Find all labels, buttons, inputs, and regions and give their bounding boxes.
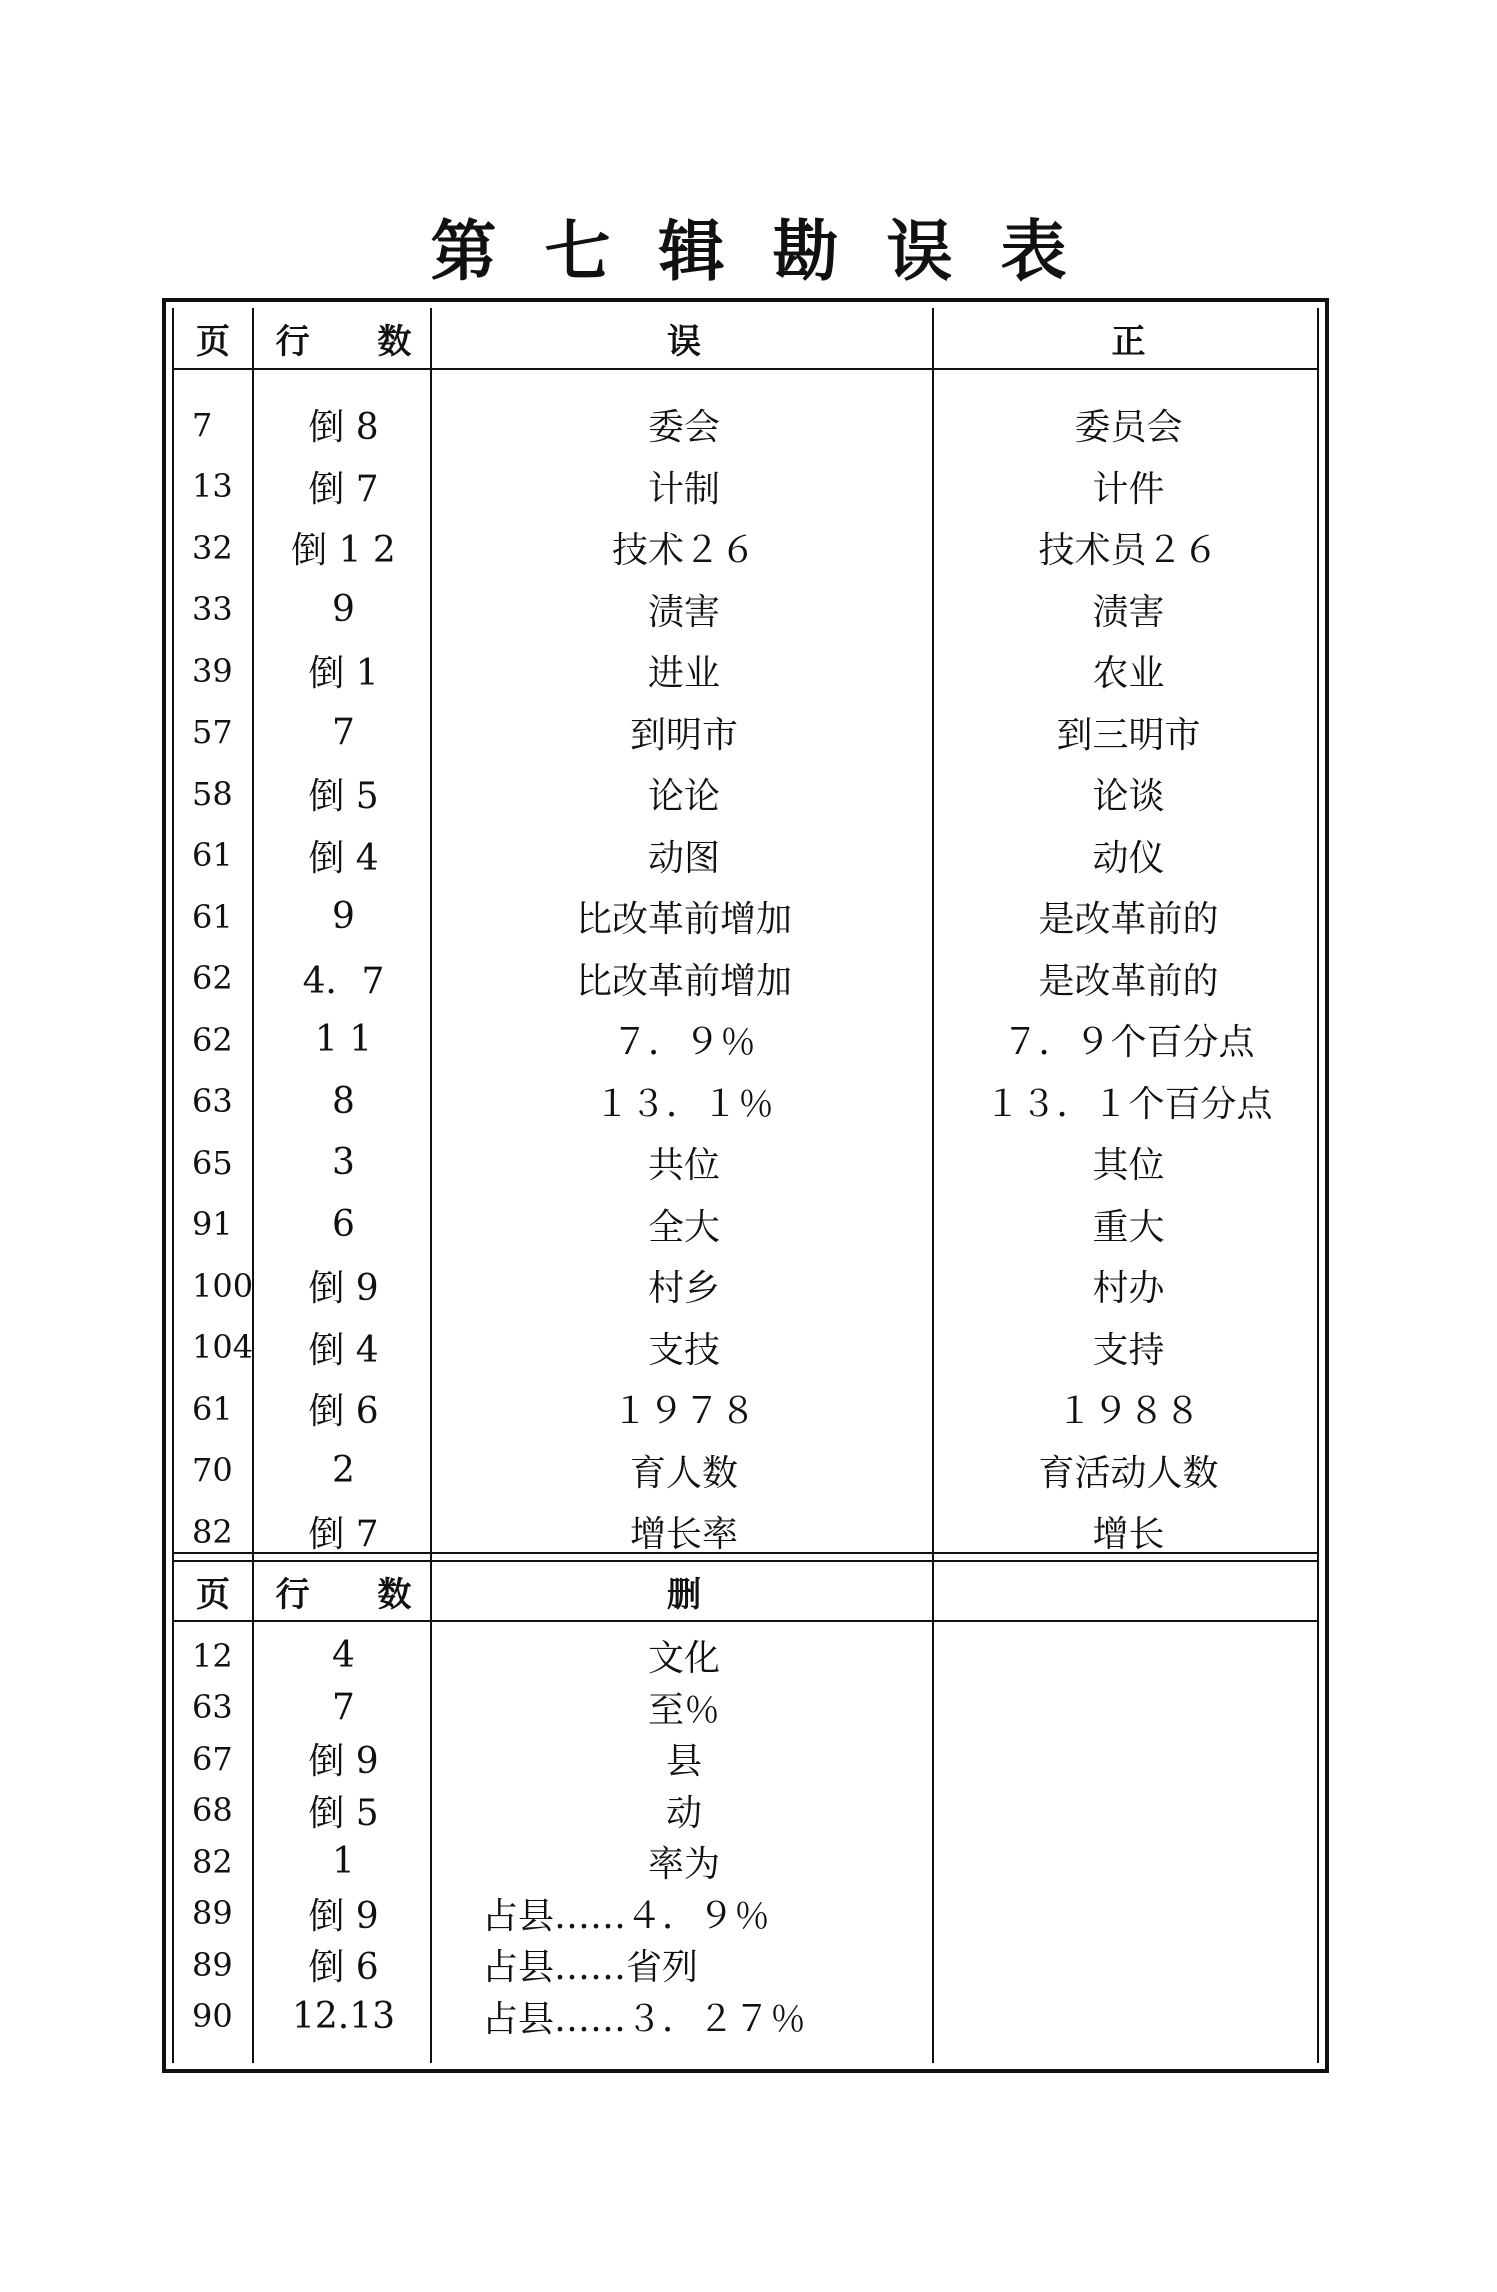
errata-row xyxy=(166,948,1325,1010)
row-line: 倒 6 xyxy=(308,1947,379,1989)
row-line: 7 xyxy=(332,711,355,753)
row-page: 33 xyxy=(192,590,233,629)
row-page: 61 xyxy=(192,897,233,936)
row-page: 82 xyxy=(192,1842,233,1881)
row-line: 倒 7 xyxy=(308,1514,379,1556)
row-wrong: 村乡 xyxy=(647,1268,720,1310)
row-line: 倒 8 xyxy=(308,407,379,449)
row-page: 13 xyxy=(192,467,233,506)
row-correct: 动仪 xyxy=(1092,837,1165,879)
page-title: 第七辑勘误表 xyxy=(430,212,1115,290)
header-rule-top xyxy=(172,368,1319,370)
row-correct: 重大 xyxy=(1092,1206,1165,1248)
row-correct: 是改革前的 xyxy=(1038,899,1219,941)
row-line: 倒 9 xyxy=(308,1741,379,1783)
deletion-row xyxy=(166,1888,1325,1940)
header-page: 页 xyxy=(196,321,230,362)
row-deleted-text: 县 xyxy=(665,1741,702,1783)
row-wrong: 进业 xyxy=(647,653,720,695)
row-wrong: 全大 xyxy=(647,1206,720,1248)
deletions-header xyxy=(166,1562,1325,1620)
row-page: 61 xyxy=(192,836,233,875)
row-line: 7 xyxy=(332,1686,355,1728)
errata-row xyxy=(166,1009,1325,1071)
row-page: 62 xyxy=(192,1020,233,1059)
deletion-row xyxy=(166,1939,1325,1991)
row-wrong: 动图 xyxy=(647,837,720,879)
row-page: 70 xyxy=(192,1451,233,1490)
row-line: 9 xyxy=(332,588,355,630)
errata-row xyxy=(166,825,1325,887)
row-page: 82 xyxy=(192,1512,233,1551)
row-line: 2 xyxy=(332,1449,355,1491)
errata-row xyxy=(166,517,1325,579)
deletion-row xyxy=(166,1785,1325,1837)
header-page: 页 xyxy=(196,1574,230,1615)
row-correct: 是改革前的 xyxy=(1038,960,1219,1002)
row-correct: 到三明市 xyxy=(1056,714,1201,756)
row-wrong: 增长率 xyxy=(629,1514,738,1556)
row-page: 39 xyxy=(192,651,233,690)
row-page: 67 xyxy=(192,1739,233,1778)
header-line: 行 数 xyxy=(275,1574,440,1615)
row-page: 90 xyxy=(192,1997,233,2036)
row-page: 63 xyxy=(192,1082,233,1121)
errata-row xyxy=(166,702,1325,764)
row-wrong: 论论 xyxy=(647,776,720,818)
row-line: 倒 1 xyxy=(308,653,379,695)
row-deleted-text: 占县……３．２７％ xyxy=(482,1998,807,2040)
row-page: 89 xyxy=(192,1894,233,1933)
row-correct: 增长 xyxy=(1092,1514,1165,1556)
row-deleted-text: 占县……省列 xyxy=(482,1947,699,1989)
row-line: 4 xyxy=(332,1635,355,1677)
row-correct: 论谈 xyxy=(1092,776,1165,818)
errata-row xyxy=(166,1501,1325,1563)
deletion-row xyxy=(166,1733,1325,1785)
row-line: 1 xyxy=(332,1841,355,1883)
row-correct: 育活动人数 xyxy=(1038,1452,1219,1494)
header-line: 行 数 xyxy=(275,321,440,362)
header-wrong: 误 xyxy=(667,321,701,362)
row-correct: 技术员２６ xyxy=(1038,530,1219,572)
row-correct: ７．９个百分点 xyxy=(1002,1022,1255,1064)
row-wrong: 支技 xyxy=(647,1329,720,1371)
row-page: 89 xyxy=(192,1945,233,1984)
row-deleted-text: 率为 xyxy=(647,1844,720,1886)
row-page: 32 xyxy=(192,528,233,567)
row-deleted-text: 文化 xyxy=(647,1638,720,1680)
row-correct: 支持 xyxy=(1092,1329,1165,1371)
row-line: 倒 7 xyxy=(308,468,379,510)
row-line: 倒 1 2 xyxy=(291,530,396,572)
header-extra xyxy=(936,1562,1321,1620)
row-page: 100 xyxy=(192,1266,254,1305)
row-wrong: １９７８ xyxy=(611,1391,756,1433)
row-line: 倒 5 xyxy=(308,1792,379,1834)
errata-row xyxy=(166,1132,1325,1194)
row-line: 8 xyxy=(332,1080,355,1122)
row-line: 9 xyxy=(332,896,355,938)
row-page: 62 xyxy=(192,959,233,998)
row-correct: 委员会 xyxy=(1074,407,1183,449)
row-deleted-text: 动 xyxy=(665,1792,702,1834)
errata-table xyxy=(162,298,1329,2073)
deletion-row xyxy=(166,1991,1325,2043)
deletion-row xyxy=(166,1836,1325,1888)
row-line: 倒 6 xyxy=(308,1391,379,1433)
row-line: 倒 4 xyxy=(308,837,379,879)
row-line: 倒 9 xyxy=(308,1895,379,1937)
errata-row xyxy=(166,1255,1325,1317)
row-correct: １９８８ xyxy=(1056,1391,1201,1433)
errata-row xyxy=(166,640,1325,702)
deletion-row xyxy=(166,1682,1325,1734)
errata-row xyxy=(166,763,1325,825)
row-wrong: １３．１％ xyxy=(593,1083,774,1125)
row-line: 1 1 xyxy=(314,1019,373,1061)
errata-header xyxy=(166,308,1325,368)
deletion-row xyxy=(166,1630,1325,1682)
row-line: 4．7 xyxy=(302,960,385,1002)
errata-row xyxy=(166,456,1325,518)
errata-row xyxy=(166,579,1325,641)
row-line: 12.13 xyxy=(291,1995,396,2037)
row-wrong: 比改革前增加 xyxy=(575,960,792,1002)
row-line: 倒 4 xyxy=(308,1329,379,1371)
errata-row xyxy=(166,1194,1325,1256)
row-page: 12 xyxy=(192,1636,233,1675)
row-correct: 计件 xyxy=(1092,468,1165,510)
row-wrong: 比改革前增加 xyxy=(575,899,792,941)
row-line: 6 xyxy=(332,1203,355,1245)
row-wrong: 到明市 xyxy=(629,714,738,756)
row-correct: １３．１个百分点 xyxy=(984,1083,1273,1125)
row-page: 104 xyxy=(192,1328,254,1367)
row-wrong: 共位 xyxy=(647,1145,720,1187)
row-page: 68 xyxy=(192,1791,233,1830)
row-page: 61 xyxy=(192,1389,233,1428)
errata-row xyxy=(166,1378,1325,1440)
header-delete: 删 xyxy=(667,1574,701,1615)
row-wrong: 委会 xyxy=(647,407,720,449)
row-wrong: 技术２６ xyxy=(611,530,756,572)
row-correct: 村办 xyxy=(1092,1268,1165,1310)
row-deleted-text: 占县……４．９％ xyxy=(482,1895,771,1937)
row-page: 57 xyxy=(192,713,233,752)
row-line: 倒 9 xyxy=(308,1268,379,1310)
row-wrong: 育人数 xyxy=(629,1452,738,1494)
row-page: 91 xyxy=(192,1205,233,1244)
row-wrong: ７．９％ xyxy=(611,1022,756,1064)
row-correct: 渍害 xyxy=(1092,591,1165,633)
errata-row xyxy=(166,394,1325,456)
row-correct: 农业 xyxy=(1092,653,1165,695)
errata-row xyxy=(166,886,1325,948)
row-correct: 其位 xyxy=(1092,1145,1165,1187)
errata-row xyxy=(166,1071,1325,1133)
row-line: 倒 5 xyxy=(308,776,379,818)
header-correct: 正 xyxy=(1111,321,1146,362)
row-page: 63 xyxy=(192,1688,233,1727)
row-line: 3 xyxy=(332,1142,355,1184)
row-page: 7 xyxy=(192,405,213,444)
errata-row xyxy=(166,1440,1325,1502)
row-page: 58 xyxy=(192,774,233,813)
row-wrong: 渍害 xyxy=(647,591,720,633)
errata-row xyxy=(166,1317,1325,1379)
row-page: 65 xyxy=(192,1143,233,1182)
row-wrong: 计制 xyxy=(647,468,720,510)
header-rule-deletions xyxy=(172,1620,1319,1622)
row-deleted-text: 至％ xyxy=(647,1689,720,1731)
